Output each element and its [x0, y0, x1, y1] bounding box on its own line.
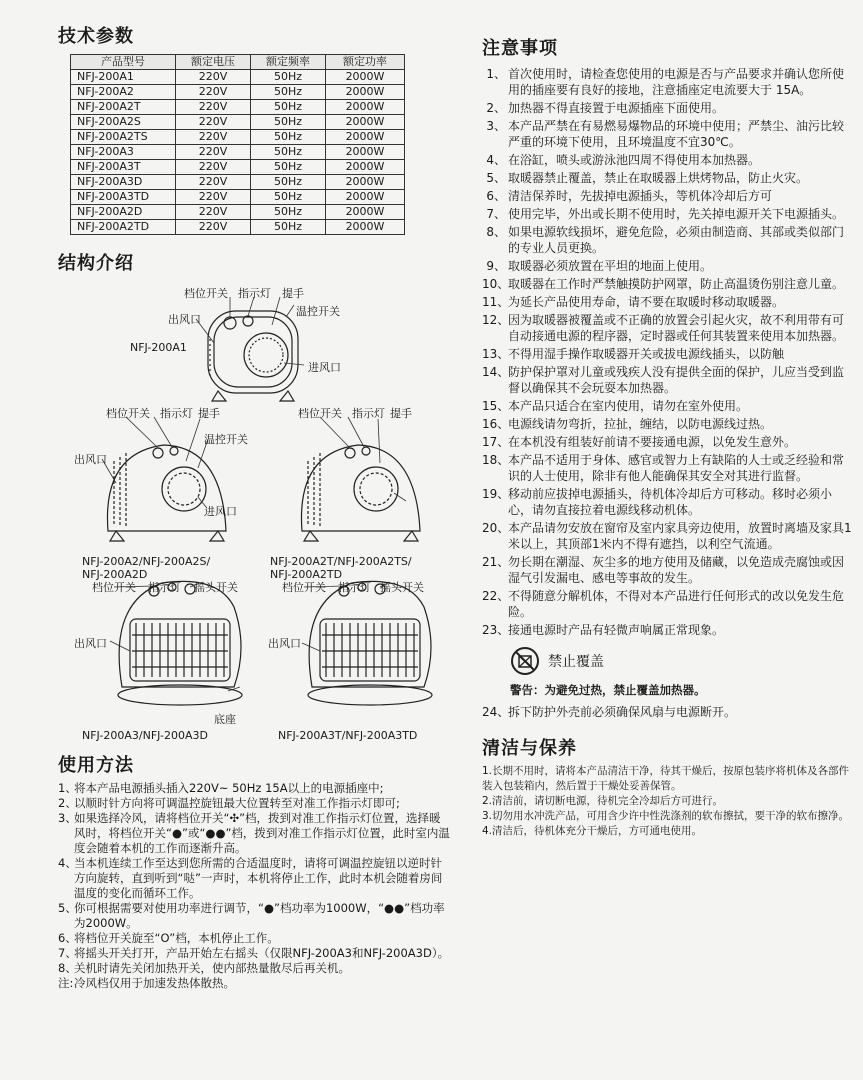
note-item-number: 5、	[486, 171, 506, 185]
note-item-number: 18、	[482, 453, 510, 467]
note-item-text: 清洁保养时，先拔掉电源插头，等机体冷却后方可	[508, 189, 773, 203]
spec-cell: 50Hz	[251, 85, 326, 100]
spec-cell: 220V	[176, 205, 251, 220]
note-item	[482, 486, 852, 518]
spec-cell: 50Hz	[251, 175, 326, 190]
usage-item-number: 4、	[58, 856, 77, 870]
usage-item	[58, 931, 450, 946]
note-item-number: 2、	[486, 101, 506, 115]
note-item-text: 为延长产品使用寿命，请不要在取暖时移动取暖器。	[508, 295, 785, 309]
note-item-text: 防护保护罩对儿童或残疾人没有提供全面的保护，儿应当受到监督以确保其不会玩耍本加热器。	[508, 365, 845, 395]
spec-cell: 220V	[176, 220, 251, 235]
spec-header: 产品型号	[71, 55, 176, 70]
usage-item	[58, 946, 450, 961]
usage-item-text: 将档位开关旋至“O”档，本机停止工作。	[74, 931, 279, 945]
label-indicator: 指示灯	[352, 407, 385, 420]
spec-title: 技术参数	[58, 26, 134, 47]
spec-cell: NFJ-200A3D	[71, 175, 176, 190]
note-item	[482, 452, 852, 484]
note-item-text: 在浴缸，喷头或游泳池四周不得使用本加热器。	[508, 153, 761, 167]
label-indicator: 指示灯	[148, 581, 181, 594]
note-item-text: 电源线请勿弯折，拉扯，缠结，以防电源线过热。	[508, 417, 773, 431]
label-indicator: 指示灯	[160, 407, 193, 420]
label-gear-switch: 档位开关	[92, 581, 136, 594]
spec-header: 额定电压	[176, 55, 251, 70]
usage-item-text: 以顺时针方向将可调温控旋钮最大位置转至对准工作指示灯即可;	[74, 796, 400, 810]
spec-cell: NFJ-200A2D	[71, 205, 176, 220]
usage-item-number: 注:	[58, 976, 74, 990]
spec-row	[71, 190, 405, 205]
note-item-number: 12、	[482, 313, 510, 327]
cleaning-item: 3.切勿用水冲洗产品，可用含少许中性洗涤剂的软布擦拭，要干净的软布擦净。	[482, 810, 850, 822]
note-item	[482, 206, 852, 222]
note-item	[482, 152, 852, 168]
no-cover-text: 禁止覆盖	[548, 654, 604, 670]
spec-cell: 50Hz	[251, 145, 326, 160]
note-item-text: 不得用湿手操作取暖器开关或拔电源线插头，以防触	[508, 347, 785, 361]
spec-row	[71, 220, 405, 235]
note-item	[482, 588, 852, 620]
leader-lines	[102, 297, 406, 691]
usage-item-number: 3、	[58, 811, 77, 825]
spec-cell: NFJ-200A2S	[71, 115, 176, 130]
usage-list	[58, 781, 450, 991]
spec-row	[71, 85, 405, 100]
label-handle: 提手	[390, 407, 412, 420]
spec-cell: 2000W	[326, 130, 405, 145]
cleaning-item: 2.清洁前，请切断电源，待机完全冷却后方可进行。	[482, 795, 724, 807]
spec-header-row	[71, 55, 405, 70]
usage-title: 使用方法	[58, 755, 134, 776]
spec-cell: 220V	[176, 160, 251, 175]
note-item	[482, 622, 852, 638]
spec-cell: 2000W	[326, 85, 405, 100]
spec-cell: NFJ-200A3TD	[71, 190, 176, 205]
usage-item-text: 当本机连续工作至达到您所需的合适温度时，请将可调温控旋钮以逆时针方向旋转，直到听到“哒”一声时，本机将停止工作，此时本机会随着房间温度的变化而循环工作。	[74, 856, 443, 900]
label-inlet: 进风口	[308, 361, 341, 374]
model-label-a3t: NFJ-200A3T/NFJ-200A3TD	[278, 729, 418, 742]
label-oscillate: 摇头开关	[380, 581, 424, 594]
label-indicator: 指示灯	[238, 287, 271, 300]
notes-list	[482, 66, 852, 638]
label-outlet: 出风口	[74, 453, 107, 466]
note-item	[482, 224, 852, 256]
note-item	[482, 258, 852, 274]
heater-a3-drawing	[118, 581, 242, 705]
note-item-text: 本产品严禁在有易燃易爆物品的环境中使用；严禁尘、油污比较严重的环境下使用，且环境温度不宜30℃。	[508, 119, 845, 149]
spec-cell: NFJ-200A3	[71, 145, 176, 160]
label-thermostat: 温控开关	[204, 433, 248, 446]
spec-cell: NFJ-200A2TS	[71, 130, 176, 145]
structure-diagram	[58, 283, 450, 745]
note-item-number: 10、	[482, 277, 510, 291]
spec-cell: 2000W	[326, 160, 405, 175]
note-item-text: 接通电源时产品有轻微声响属正常现象。	[508, 623, 725, 637]
usage-item	[58, 781, 450, 796]
label-gear-switch: 档位开关	[184, 287, 228, 300]
spec-table	[70, 54, 405, 235]
usage-item	[58, 796, 450, 811]
note-item	[482, 416, 852, 432]
overheat-warning: 警告：为避免过热，禁止覆盖加热器。	[510, 683, 706, 697]
note-item-text: 取暖器在工作时严禁触摸防护网罩，防止高温烫伤别注意儿童。	[508, 277, 845, 291]
model-label-a2t: NFJ-200A2T/NFJ-200A2TS/ NFJ-200A2TD	[270, 555, 412, 581]
spec-cell: 2000W	[326, 100, 405, 115]
label-gear-switch: 档位开关	[106, 407, 150, 420]
spec-cell: 220V	[176, 115, 251, 130]
label-gear-switch: 档位开关	[282, 581, 326, 594]
note-item-number: 3、	[486, 119, 506, 133]
note-item-number: 6、	[486, 189, 506, 203]
spec-cell: 220V	[176, 85, 251, 100]
note-item-number: 14、	[482, 365, 510, 379]
spec-cell: NFJ-200A2T	[71, 100, 176, 115]
note-item-number: 23、	[482, 623, 510, 637]
usage-item-number: 8、	[58, 961, 77, 975]
spec-header: 额定频率	[251, 55, 326, 70]
spec-cell: 50Hz	[251, 70, 326, 85]
spec-cell: NFJ-200A2TD	[71, 220, 176, 235]
notes-title: 注意事项	[482, 38, 558, 59]
spec-cell: 50Hz	[251, 130, 326, 145]
note-item-number: 21、	[482, 555, 510, 569]
usage-item	[58, 856, 450, 901]
usage-item	[58, 976, 450, 991]
spec-row	[71, 70, 405, 85]
usage-item-number: 5、	[58, 901, 77, 915]
spec-cell: 2000W	[326, 145, 405, 160]
note-item-number: 13、	[482, 347, 510, 361]
spec-cell: 50Hz	[251, 190, 326, 205]
spec-row	[71, 160, 405, 175]
note-item-text: 取暖器必须放置在平坦的地面上使用。	[508, 259, 713, 273]
note-item	[482, 398, 852, 414]
note-item	[482, 294, 852, 310]
heater-a3t-drawing	[308, 581, 432, 705]
note-item-number: 17、	[482, 435, 510, 449]
spec-cell: 50Hz	[251, 160, 326, 175]
right-column	[482, 34, 852, 839]
note-item-text: 使用完毕，外出或长期不使用时，先关掉电源开关下电源插头。	[508, 207, 845, 221]
spec-cell: 50Hz	[251, 205, 326, 220]
spec-cell: 2000W	[326, 175, 405, 190]
note-item-number: 22、	[482, 589, 510, 603]
spec-row	[71, 130, 405, 145]
spec-cell: 2000W	[326, 205, 405, 220]
note-item-number: 16、	[482, 417, 510, 431]
spec-cell: 50Hz	[251, 220, 326, 235]
note-item-number: 15、	[482, 399, 510, 413]
spec-cell: 50Hz	[251, 115, 326, 130]
note-item	[482, 346, 852, 362]
label-base: 底座	[214, 713, 236, 726]
usage-item-text: 将摇头开关打开，产品开始左右摇头（仅限NFJ-200A3和NFJ-200A3D）。	[74, 946, 450, 960]
spec-row	[71, 100, 405, 115]
usage-item-text: 你可根据需要对使用功率进行调节，“●”档功率为1000W，“●●”档功率为2000W。	[74, 901, 445, 930]
spec-cell: 2000W	[326, 115, 405, 130]
usage-item-number: 1、	[58, 781, 77, 795]
note-item-number: 1、	[486, 67, 506, 81]
cleaning-title: 清洁与保养	[482, 738, 577, 759]
spec-cell: 220V	[176, 190, 251, 205]
note-item-number: 20、	[482, 521, 510, 535]
label-handle: 提手	[198, 407, 220, 420]
note-item-number: 11、	[482, 295, 510, 309]
usage-item-text: 冷风档仅用于加速发热体散热。	[74, 976, 235, 990]
no-cover-icon	[510, 646, 540, 676]
note-item-text: 勿长期在潮湿、灰尘多的地方使用及储藏，以免造成壳腐蚀或因湿气引发漏电、感电等事故的发生。	[508, 555, 845, 585]
note-item-text: 如果电源软线损坏，避免危险，必须由制造商、其部或类似部门的专业人员更换。	[508, 225, 845, 255]
spec-cell: 220V	[176, 70, 251, 85]
note-item-text: 取暖器禁止覆盖，禁止在取暖器上烘烤物品，防止火灾。	[508, 171, 809, 185]
label-outlet: 出风口	[168, 313, 201, 326]
cleaning-list	[482, 764, 852, 839]
label-inlet: 进风口	[204, 505, 237, 518]
spec-row	[71, 115, 405, 130]
usage-item-number: 6、	[58, 931, 77, 945]
note-item-text: 首次使用时，请检查您使用的电源是否与产品要求并确认您所使用的插座要有良好的接地，注意插座定电流要大于 15A。	[508, 67, 845, 97]
model-label-a2: NFJ-200A2/NFJ-200A2S/ NFJ-200A2D	[82, 555, 211, 581]
label-indicator: 指示灯	[338, 581, 371, 594]
usage-item-text: 关机时请先关闭加热开关，使内部热量散尽后再关机。	[74, 961, 350, 975]
spec-cell: NFJ-200A2	[71, 85, 176, 100]
structure-title: 结构介绍	[58, 253, 134, 274]
spec-cell: 220V	[176, 100, 251, 115]
note-item-text: 因为取暖器被覆盖或不正确的放置会引起火灾，故不利用带有可自动接通电源的程序器，定时器或任何其装置来使用本加热器。	[508, 313, 845, 343]
spec-cell: 2000W	[326, 70, 405, 85]
note-item	[482, 520, 852, 552]
usage-item	[58, 961, 450, 976]
note-item	[482, 188, 852, 204]
spec-cell: NFJ-200A1	[71, 70, 176, 85]
usage-item-text: 如果选择冷风，请将档位开关“✣”档，拨到对准工作指示灯位置，选择暖风时，将档位开关“●”或“●●”档，拨到对准工作指示灯位置，此时室内温度会随着本机的工作而逐渐升高。	[74, 811, 450, 855]
label-handle: 提手	[282, 287, 304, 300]
model-label-a3: NFJ-200A3/NFJ-200A3D	[82, 729, 208, 742]
usage-item-text: 将本产品电源插头插入220V~ 50Hz 15A以上的电源插座中;	[74, 781, 384, 795]
usage-item-number: 2、	[58, 796, 77, 810]
usage-item-number: 7、	[58, 946, 77, 960]
heater-a2t-drawing	[301, 445, 420, 541]
spec-cell: NFJ-200A3T	[71, 160, 176, 175]
note-item	[482, 66, 852, 98]
spec-row	[71, 175, 405, 190]
note-text: 拆下防护外壳前必须确保风扇与电源断开。	[508, 705, 737, 719]
spec-cell: 2000W	[326, 190, 405, 205]
note-item-number: 7、	[486, 207, 506, 221]
label-thermostat: 温控开关	[296, 305, 340, 318]
label-oscillate: 摇头开关	[194, 581, 238, 594]
no-cover-sign	[510, 646, 852, 676]
spec-table-body	[71, 70, 405, 235]
note-item-number: 8、	[486, 225, 506, 239]
left-column	[58, 22, 450, 991]
cleaning-item: 4.清洁后，待机体充分干燥后，方可通电使用。	[482, 825, 703, 837]
spec-cell: 50Hz	[251, 100, 326, 115]
heater-illustrations	[58, 283, 450, 745]
note-item-text: 不得随意分解机体，不得对本产品进行任何形式的改以免发生危险。	[508, 589, 845, 619]
model-label-a1: NFJ-200A1	[130, 341, 187, 354]
spec-header: 额定功率	[326, 55, 405, 70]
note-item	[482, 434, 852, 450]
spec-cell: 220V	[176, 175, 251, 190]
note-item-text: 在本机没有组装好前请不要接通电源，以免发生意外。	[508, 435, 797, 449]
note-item-text: 移动前应拔掉电源插头，待机体冷却后方可移动。移时必须小心，请勿直接拉着电源线移动机体。	[508, 487, 833, 517]
note-item-number: 4、	[486, 153, 506, 167]
note-item	[482, 118, 852, 150]
label-gear-switch: 档位开关	[298, 407, 342, 420]
label-outlet: 出风口	[74, 637, 107, 650]
usage-item	[58, 811, 450, 856]
note-item-number: 19、	[482, 487, 510, 501]
heater-a2-drawing	[107, 445, 226, 541]
cleaning-item: 1.长期不用时，请将本产品清洁干净，待其干燥后，按原包装序将机体及各部件装入包装箱内，然后置于干燥处妥善保管。	[482, 765, 850, 792]
note-item	[482, 364, 852, 396]
note-item-text: 加热器不得直接置于电源插座下面使用。	[508, 101, 725, 115]
note-item	[482, 100, 852, 116]
note-item	[482, 170, 852, 186]
spec-row	[71, 145, 405, 160]
note-item-text: 本产品请勿安放在窗帘及室内家具旁边使用，放置时离墙及家具1米以上，其顶部1米内不得有遮挡，以利空气流通。	[508, 521, 852, 551]
note-item	[482, 554, 852, 586]
spec-cell: 2000W	[326, 220, 405, 235]
spec-cell: 220V	[176, 145, 251, 160]
note-item-text: 本产品只适合在室内使用，请勿在室外使用。	[508, 399, 749, 413]
note-number: 24、	[482, 705, 510, 719]
note-item-24	[482, 704, 852, 720]
note-item-number: 9、	[486, 259, 506, 273]
note-item	[482, 312, 852, 344]
note-item-text: 本产品不适用于身体、感官或智力上有缺陷的人士或乏经验和常识的人士使用，除非有他人能确保其安全对其进行监督。	[508, 453, 845, 483]
label-outlet: 出风口	[268, 637, 301, 650]
spec-cell: 220V	[176, 130, 251, 145]
spec-row	[71, 205, 405, 220]
note-item	[482, 276, 852, 292]
usage-item	[58, 901, 450, 931]
heater-a1-drawing	[208, 311, 298, 401]
